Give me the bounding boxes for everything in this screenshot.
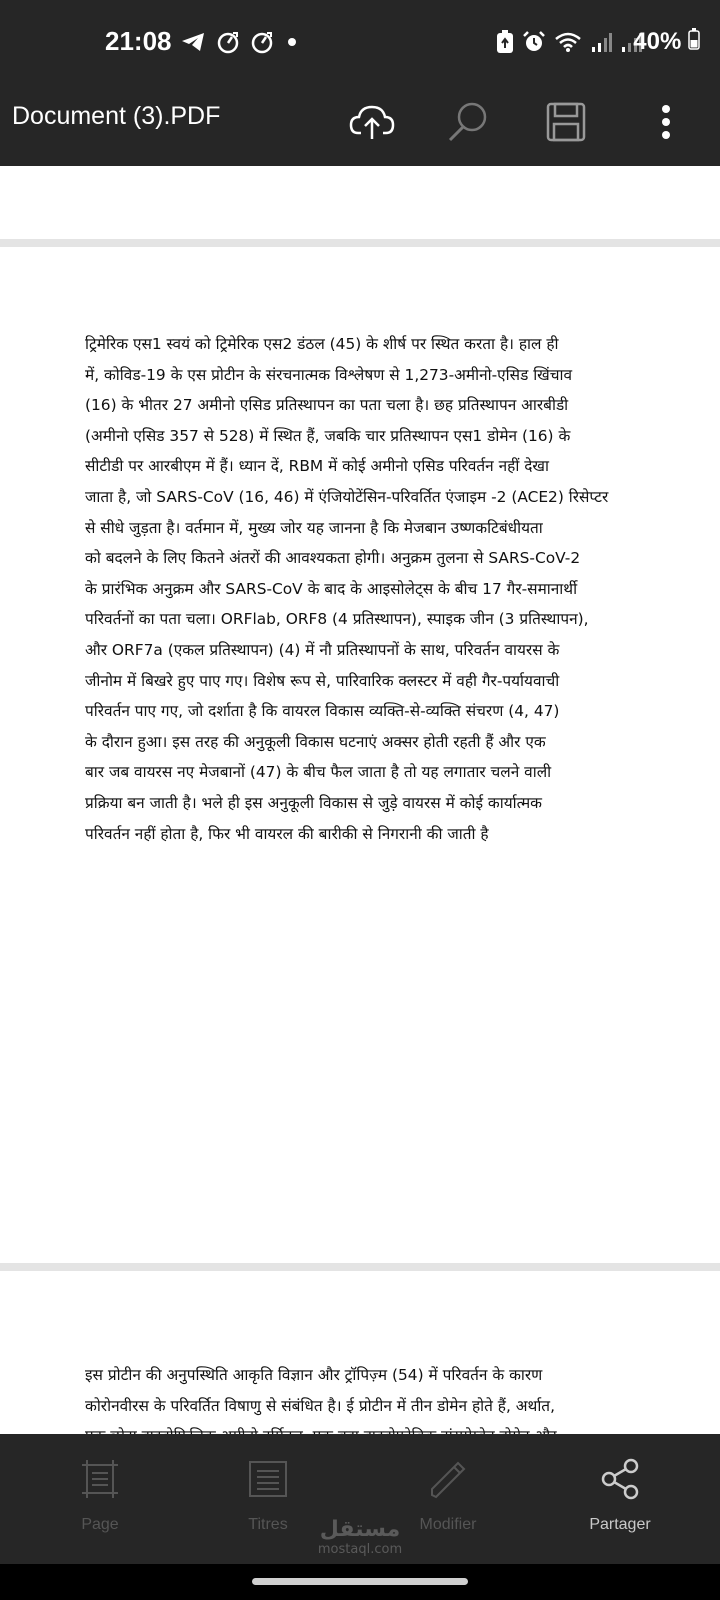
text-line: परिवर्तनों का पता चला। ORFlab, ORF8 (4 प्रतिस्थापन), स्पाइक जीन (3 प्रतिस्थापन), (85, 610, 589, 629)
upload-cloud-button[interactable] (344, 96, 400, 152)
search-icon (446, 100, 490, 148)
signal-icon (590, 31, 612, 57)
battery-saver-icon (496, 30, 514, 58)
text-line: जाता है, जो SARS-CoV (16, 46) में एंजियोटेंसिन-परिवर्तित एंजाइम -2 (ACE2) रिसेप्टर (85, 487, 609, 506)
watermark-sub-text: mostaql.com (317, 1542, 403, 1557)
text-line: में, कोविड-19 के एस प्रोटीन के संरचनात्मक विश्लेषण से 1,273-अमीनो-एसिड खिंचाव (85, 365, 573, 384)
text-line: जीनोम में बिखरे हुए पाए गए। विशेष रूप से, पारिवारिक क्लस्टर में वही गैर-पर्यायवाची (85, 671, 560, 690)
document-title: Document (3).PDF (12, 102, 221, 130)
share-icon (550, 1444, 690, 1514)
battery-percent: 40% (633, 28, 682, 55)
strava-icon (250, 30, 274, 58)
home-gesture-handle[interactable] (252, 1578, 468, 1585)
more-vert-icon (660, 104, 672, 144)
more-options-button[interactable] (638, 96, 694, 152)
text-line: परिवर्तन पाए गए, जो दर्शाता है कि वायरल विकास व्यक्ति-से-व्यक्ति संचरण (4, 47) (85, 702, 560, 721)
status-left-icons (180, 30, 300, 58)
app-bar (0, 88, 720, 166)
text-line: को बदलने के लिए कितने अंतरों की आवश्यकता होगी। अनुक्रम तुलना से SARS-CoV-2 (85, 549, 581, 568)
titles-tool-label: Titres (248, 1516, 288, 1533)
telegram-icon (180, 31, 206, 57)
page-separator (0, 239, 720, 247)
share-tool-label: Partager (589, 1516, 651, 1533)
text-line: सीटीडी पर आरबीएम में हैं। ध्यान दें, RBM में कोई अमीनो एसिड परिवर्तन नहीं देखा (85, 457, 549, 476)
text-line: के दौरान हुआ। इस तरह की अनुकूली विकास घटनाएं अक्सर होती रहती हैं और एक (85, 732, 546, 751)
status-time: 21:08 (105, 26, 172, 56)
alarm-icon (522, 30, 546, 58)
text-line: बार जब वायरस नए मेजबानों (47) के बीच फैल जाता है तो यह लगातार चलने वाली (85, 763, 552, 782)
titles-list-icon (198, 1444, 338, 1514)
save-button[interactable] (538, 96, 594, 152)
wifi-icon (554, 31, 582, 57)
page-icon (30, 1444, 170, 1514)
text-line: परिवर्तन नहीं होता है, फिर भी वायरल की बारीकी से निगरानी की जाती है (85, 824, 489, 843)
text-line: इस प्रोटीन की अनुपस्थिति आकृति विज्ञान और ट्रॉपिज़्म (54) में परिवर्तन के कारण (85, 1366, 543, 1384)
page-separator (0, 1263, 720, 1271)
status-bar (0, 0, 720, 88)
watermark-logo (310, 1518, 410, 1557)
system-nav-bar (0, 1564, 720, 1600)
text-line: कोरोनवीरस के परिवर्तित विषाणु से संबंधित है। ई प्रोटीन में तीन डोमेन होते हैं, अर्थात, (85, 1396, 555, 1415)
page-text-block (85, 329, 645, 849)
battery-level (633, 28, 700, 57)
battery-icon (688, 28, 700, 57)
status-right-icons (496, 30, 642, 58)
save-icon (546, 102, 586, 146)
page-tool-button[interactable] (30, 1444, 170, 1554)
text-line: (16) के भीतर 27 अमीनो एसिड प्रतिस्थापन का पता चला है। छह प्रतिस्थापन आरबीडी (85, 396, 569, 415)
dot-icon (284, 34, 300, 54)
page-tool-label: Page (81, 1516, 119, 1533)
share-tool-button[interactable] (550, 1444, 690, 1554)
text-line: प्रक्रिया बन जाती है। भले ही इस अनुकूली विकास से जुड़े वायरस में कोई कार्यात्मक (85, 793, 542, 812)
text-line: से सीधे जुड़ता है। वर्तमान में, मुख्य जोर यह जानना है कि मेजबान उष्णकटिबंधीयता (85, 518, 543, 537)
document-viewer[interactable] (0, 166, 720, 1434)
text-line: ट्रिमेरिक एस1 स्वयं को ट्रिमेरिक एस2 डंठल (45) के शीर्ष पर स्थित करता है। हाल ही (85, 335, 559, 353)
upload-cloud-icon (349, 103, 395, 145)
pencil-icon (378, 1444, 518, 1514)
text-line: और ORF7a (एकल प्रतिस्थापन) (4) में नौ प्रतिस्थापनों के साथ, परिवर्तन वायरस के (85, 640, 560, 659)
modify-tool-label: Modifier (419, 1516, 477, 1533)
text-line: (अमीनो एसिड 357 से 528) में स्थित हैं, जबकि चार प्रतिस्थापन एस1 डोमेन (16) के (85, 426, 571, 445)
search-button[interactable] (440, 96, 496, 152)
text-line: के प्रारंभिक अनुक्रम और SARS-CoV के बाद के आइसोलेट्स के बीच 17 गैर-समानार्थी (85, 579, 578, 598)
strava-icon (216, 30, 240, 58)
watermark-main-text: مستقل (319, 1517, 401, 1542)
